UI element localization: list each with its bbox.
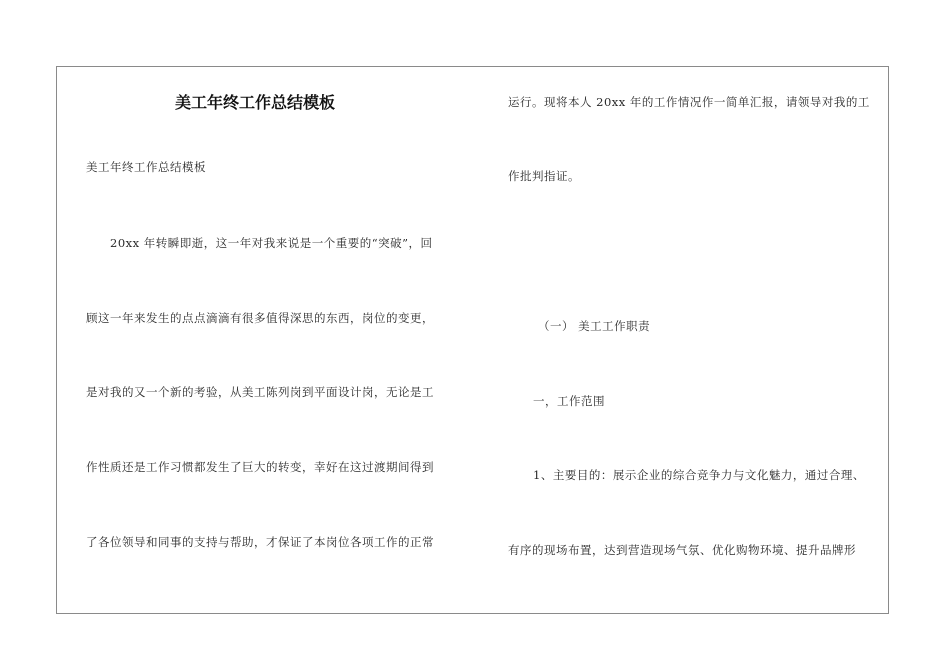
body-line: 有序的现场布置，达到营造现场气氛、优化购物环境、提升品牌形 xyxy=(508,543,856,557)
section-heading: （一） 美工工作职责 xyxy=(538,319,651,333)
body-line: 作批判指证。 xyxy=(508,169,580,183)
body-line: 1、主要目的：展示企业的综合竞争力与文化魅力，通过合理、 xyxy=(533,468,865,482)
subsection-heading: 一，工作范围 xyxy=(533,394,605,408)
body-line: 顾这一年来发生的点点滴滴有很多值得深思的东西，岗位的变更， xyxy=(86,311,434,325)
body-line: 是对我的又一个新的考验，从美工陈列岗到平面设计岗，无论是工 xyxy=(86,385,434,399)
document-subtitle: 美工年终工作总结模板 xyxy=(86,160,206,174)
page-border xyxy=(56,66,889,614)
body-line: 运行。现将本人 20xx 年的工作情况作一简单汇报，请领导对我的工 xyxy=(508,95,870,109)
body-line: 20xx 年转瞬即逝，这一年对我来说是一个重要的“突破”，回 xyxy=(110,236,433,250)
document-title: 美工年终工作总结模板 xyxy=(175,93,336,112)
body-line: 作性质还是工作习惯都发生了巨大的转变，幸好在这过渡期间得到 xyxy=(86,460,434,474)
body-line: 了各位领导和同事的支持与帮助，才保证了本岗位各项工作的正常 xyxy=(86,535,434,549)
